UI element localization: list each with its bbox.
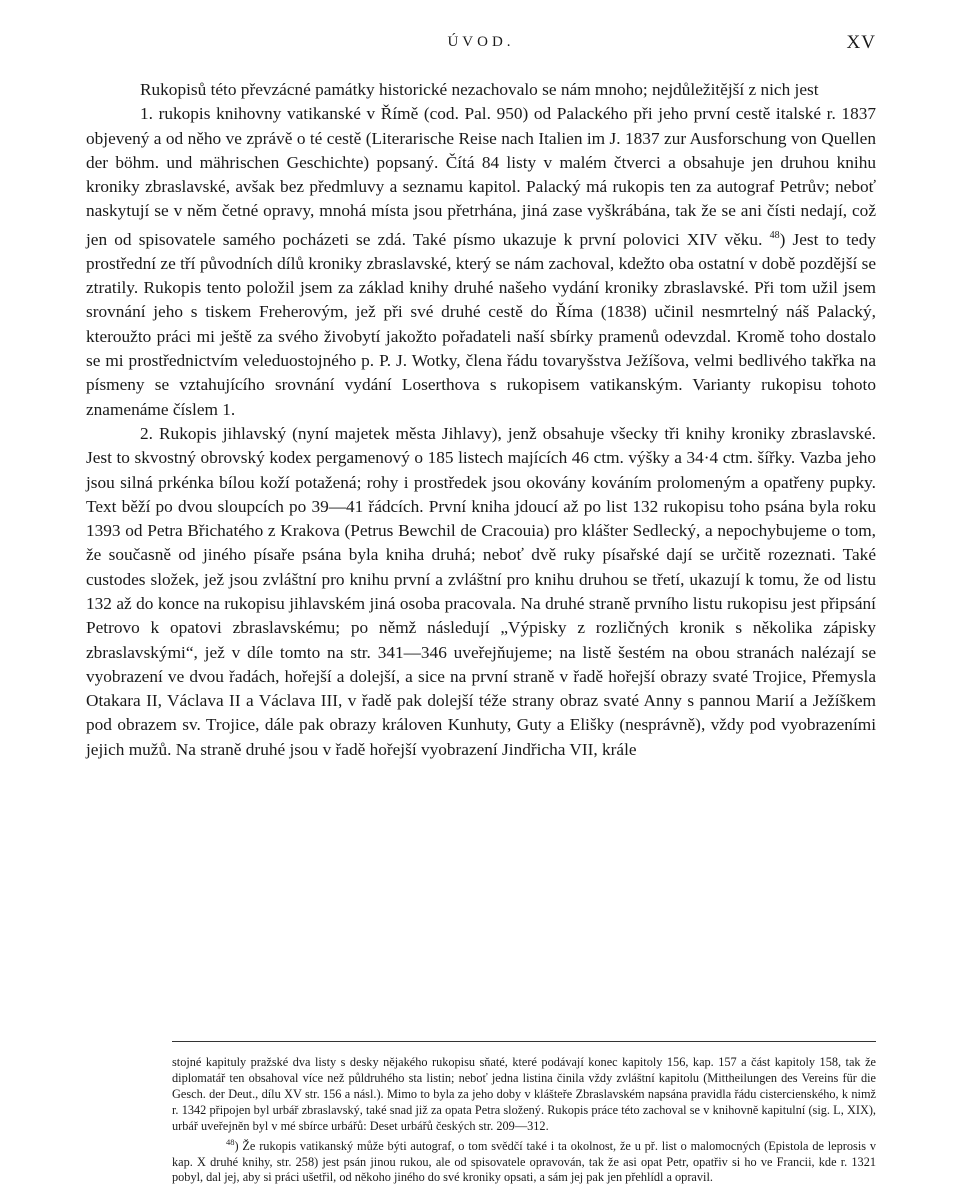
footnote-48: [86, 1135, 876, 1187]
footnote-ref-48: 48: [769, 229, 780, 241]
running-head: ÚVOD.: [447, 34, 515, 50]
paragraph-jihlava-manuscript: 2. Rukopis jihlavský (nyní majetek města Jihlavy), jenž obsahuje všecky tři knihy kroniky zbraslavské. Jest to skvostný obrovský kodex pergamenový o 185 listech majících 46 ctm. výšky a 34·4 ctm. šířky. Vazba jeho jsou silná prkénka bílou koží potažená; rohy i prostředek jsou okovány kováním prolomeným a opatřeny pupky. Text běží po dvou sloupcích po 39—41 řádcích. První kniha jdoucí až po list 132 rukopisu toho psána byla roku 1393 od Petra Břichatého z Krakova (Petrus Bewchil de Cracouia) pro klášter Sedlecký, a nepochybujeme o tom, že současně od jiného písaře psána byla kniha druhá; neboť dvě ruky písařské dají se určitě rozeznati. Také custodes složek, jež jsou zvláštní pro knihu první a zvláštní pro knihu druhou se třetí, ukazují k tomu, že od listu 132 až do konce na rukopisu jihlavském jiná osoba pracovala. Na druhé straně prvního listu rukopisu jest připsání Petrovo k opatovi zbraslavskému; po němž následují „Výpisky z rozličných kronik s několika zápisky zbraslavskými“, jež v díle tomto na str. 341—346 uveřejňujeme; na listě šestém na obou stranách nalézají se vyobrazení ve dvou řadách, hořejší a dolejší, a sice na první straně v řadě hořejší obrazy svaté Trojice, Přemysla Otakara II, Václava II a Václava III, v řadě pak dolejší téže strany obraz svaté Anny s pannou Marií a Ježíškem pod obrazem sv. Trojice, dále pak obrazy královen Kunhuty, Guty a Elišky (nesprávně), vždy pod vyobrazeními jejich mužů. Na straně druhé jsou v řadě hořejší vyobrazení Jindřicha VII, krále: [86, 423, 876, 759]
footnote-48-text: ) Že rukopis vatikanský může býti autograf, o tom svědčí také i ta okolnost, že u př. list o malomocných (Epistola de leprosis v kap. X druhé knihy, str. 258) jest psán jinou rukou, ale od spisovatele opravován, tak že asi opat Petr, opatřiv si ho ve Francii, kde r. 1321 pobyl, dal jej, aby si práci ušetřil, od někoho jiného do své kroniky opsati, a sám jej pak jen přehlídl a opravil.: [172, 1138, 876, 1185]
paragraph-vatican-tail: ) Jest to tedy prostřední ze tří původních dílů kroniky zbraslavské, který se nám zachoval, kdežto oba ostatní v době pozdější se ztratily. Rukopis tento položil jsem za základ knihy druhé našeho vydání kroniky zbraslavské. Při tom užil jsem srovnání jeho s tiskem Freherovým, jež při své druhé cestě do Říma (1838) učinil nesmrtelný náš Palacký, kteroužto práci mi ještě za svého živobytí jakožto pořadateli naší sbírky pramenů odevzdal. Kromě toho dostalo se mi prostřednictvím veleduostojného p. P. J. Wotky, člena řádu tovaryšstva Ježíšova, velmi bedlivého takřka na písmeny se vztahujícího srovnání vydání Loserthova s rukopisem vatikanským. Varianty rukopisu tohoto znamenáme číslem 1.: [86, 229, 876, 419]
footnotes: [86, 1055, 876, 1186]
footnote-continued: stojné kapituly pražské dva listy s desky nějakého rukopisu sňaté, které podávají konec kapitoly 156, kap. 157 a část kapitoly 158, tak že diplomatář ten obsahoval více než půldruhého sta listin; neboť jedna listina činila vždy zvláštní kapitolu (Mittheilungen des Vereins für die Gesch. der Deut., dílu XV str. 156 a násl.). Mimo to byla za jeho doby v klášteře Zbraslavském napsána pravidla řádu cistercienského, k nimž r. 1342 připojen byl urbář zbraslavský, také snad již za opata Petra složený. Rukopis práce této zachoval se v knihovně kapitulní (sig. L, XIX), urbář uveřejněn byl v mé sbírce urbářů: Deset urbářů českých str. 209—312.: [172, 1055, 876, 1133]
page-number: XV: [846, 32, 876, 53]
main-text: [86, 78, 876, 762]
paragraph-vatican-manuscript: [86, 102, 876, 422]
footnote-divider: [172, 1041, 876, 1042]
footnote-48-mark: 48: [226, 1136, 235, 1147]
paragraph-intro: Rukopisů této převzácné památky historické nezachovalo se nám mnoho; nejdůležitější z nich jest: [140, 80, 819, 99]
paragraph-vatican-text: 1. rukopis knihovny vatikanské v Římě (cod. Pal. 950) od Palackého při jeho první cestě italské r. 1837 objevený a od něho ve zprávě o té cestě (Literarische Reise nach Italien im J. 1837 zur Ausforschung von Quellen der böhm. und mährischen Geschichte) popsaný. Čítá 84 listy v malém čtverci a obsahuje jen druhou knihu kroniky zbraslavské, avšak bez předmluvy a seznamu kapitol. Palacký má rukopis ten za autograf Petrův; neboť naskytují se v něm četné opravy, mnohá místa jsou přetrhána, jiná zase vyškrábána, tak že se ani čísti nedají, což jen od spisovatele samého pocházeti se zdá. Také písmo ukazuje k první polovici XIV věku.: [86, 104, 876, 249]
page-header: [86, 30, 876, 54]
